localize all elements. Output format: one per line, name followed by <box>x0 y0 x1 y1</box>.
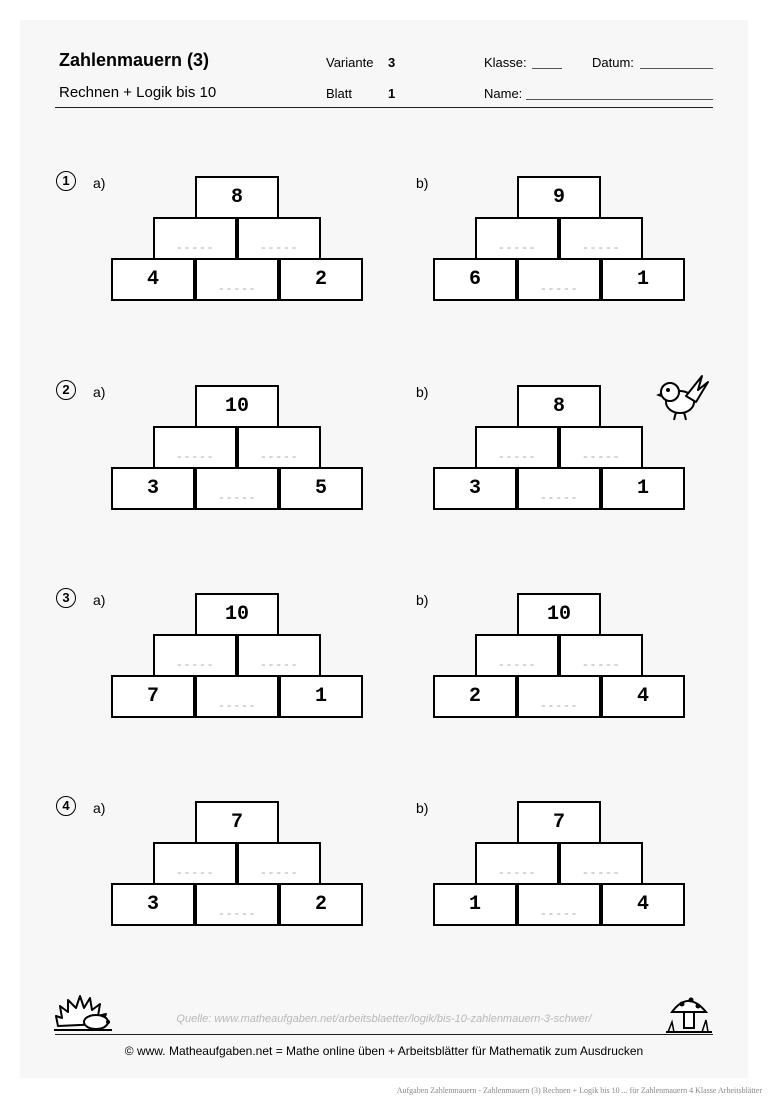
wall-bottom-right-brick: 1 <box>601 467 685 510</box>
wall-bottom-left-brick: 3 <box>111 467 195 510</box>
hedgehog-icon <box>52 990 114 1034</box>
wall-top-brick: 10 <box>195 593 279 636</box>
wall-middle-brick[interactable] <box>153 217 237 260</box>
answer-blank: ----- <box>539 699 579 713</box>
variante-label: Variante <box>326 55 374 70</box>
part-label-a: a) <box>93 800 106 816</box>
source-link[interactable]: Quelle: www.matheaufgaben.net/arbeitsblaetter/logik/bis-10-zahlenmauern-3-schwer/ <box>176 1013 592 1025</box>
wall-bottom-right-brick: 4 <box>601 883 685 926</box>
wall-bottom-left-brick: 4 <box>111 258 195 301</box>
bird-icon <box>656 370 712 426</box>
klasse-label: Klasse: <box>484 55 527 70</box>
wall-top-brick: 10 <box>517 593 601 636</box>
wall-bottom-left-brick: 3 <box>111 883 195 926</box>
wall-bottom-middle-brick[interactable] <box>517 258 601 301</box>
task-number-badge: 4 <box>56 796 76 816</box>
answer-blank: ----- <box>175 658 215 672</box>
wall-top-brick: 9 <box>517 176 601 219</box>
header-divider <box>55 107 713 108</box>
datum-label: Datum: <box>592 55 634 70</box>
part-label-b: b) <box>416 800 429 816</box>
answer-blank: ----- <box>217 282 257 296</box>
wall-bottom-middle-brick[interactable] <box>195 258 279 301</box>
klasse-field[interactable] <box>532 68 562 69</box>
datum-field[interactable] <box>640 68 713 69</box>
wall-top-brick: 7 <box>195 801 279 844</box>
wall-bottom-middle-brick[interactable] <box>195 467 279 510</box>
answer-blank: ----- <box>217 491 257 505</box>
part-label-a: a) <box>93 175 106 191</box>
wall-middle-brick[interactable] <box>237 426 321 469</box>
wall-bottom-middle-brick[interactable] <box>517 675 601 718</box>
part-label-b: b) <box>416 384 429 400</box>
wall-bottom-middle-brick[interactable] <box>195 675 279 718</box>
wall-bottom-left-brick: 7 <box>111 675 195 718</box>
answer-blank: ----- <box>539 491 579 505</box>
answer-blank: ----- <box>497 658 537 672</box>
wall-middle-brick[interactable] <box>559 842 643 885</box>
wall-middle-brick[interactable] <box>153 842 237 885</box>
image-caption: Aufgaben Zahlenmauern - Zahlenmauern (3) Rechnen + Logik bis 10 ... für Zahlenmauern 4 Klasse Arbeitsblätter <box>396 1086 762 1095</box>
answer-blank: ----- <box>259 241 299 255</box>
wall-middle-brick[interactable] <box>475 217 559 260</box>
answer-blank: ----- <box>259 866 299 880</box>
wall-bottom-left-brick: 6 <box>433 258 517 301</box>
task-number-badge: 2 <box>56 380 76 400</box>
footer-text: © www. Matheaufgaben.net = Mathe online üben + Arbeitsblätter für Mathematik zum Ausdrucken <box>124 1044 644 1058</box>
answer-blank: ----- <box>581 450 621 464</box>
wall-middle-brick[interactable] <box>237 217 321 260</box>
answer-blank: ----- <box>581 241 621 255</box>
answer-blank: ----- <box>175 450 215 464</box>
answer-blank: ----- <box>581 658 621 672</box>
blatt-value: 1 <box>388 86 396 101</box>
wall-bottom-middle-brick[interactable] <box>195 883 279 926</box>
wall-middle-brick[interactable] <box>237 634 321 677</box>
wall-bottom-left-brick: 1 <box>433 883 517 926</box>
part-label-b: b) <box>416 175 429 191</box>
wall-middle-brick[interactable] <box>475 842 559 885</box>
wall-bottom-middle-brick[interactable] <box>517 883 601 926</box>
wall-top-brick: 7 <box>517 801 601 844</box>
wall-bottom-right-brick: 2 <box>279 883 363 926</box>
part-label-b: b) <box>416 592 429 608</box>
answer-blank: ----- <box>175 241 215 255</box>
wall-middle-brick[interactable] <box>559 217 643 260</box>
wall-bottom-left-brick: 3 <box>433 467 517 510</box>
wall-middle-brick[interactable] <box>475 426 559 469</box>
wall-middle-brick[interactable] <box>237 842 321 885</box>
blatt-label: Blatt <box>326 86 353 101</box>
part-label-a: a) <box>93 384 106 400</box>
footer-divider <box>55 1034 713 1035</box>
wall-top-brick: 10 <box>195 385 279 428</box>
wall-middle-brick[interactable] <box>475 634 559 677</box>
wall-bottom-left-brick: 2 <box>433 675 517 718</box>
worksheet-title: Zahlenmauern (3) <box>59 50 210 70</box>
wall-bottom-right-brick: 1 <box>279 675 363 718</box>
answer-blank: ----- <box>217 699 257 713</box>
wall-middle-brick[interactable] <box>153 426 237 469</box>
name-field[interactable] <box>526 99 713 100</box>
wall-middle-brick[interactable] <box>559 426 643 469</box>
wall-middle-brick[interactable] <box>559 634 643 677</box>
part-label-a: a) <box>93 592 106 608</box>
task-number-badge: 1 <box>56 171 76 191</box>
wall-top-brick: 8 <box>517 385 601 428</box>
answer-blank: ----- <box>175 866 215 880</box>
answer-blank: ----- <box>497 450 537 464</box>
worksheet-subtitle: Rechnen + Logik bis 10 <box>59 84 217 101</box>
name-label: Name: <box>484 86 523 101</box>
answer-blank: ----- <box>581 866 621 880</box>
variante-value: 3 <box>388 55 396 70</box>
wall-middle-brick[interactable] <box>153 634 237 677</box>
task-number-badge: 3 <box>56 588 76 608</box>
wall-top-brick: 8 <box>195 176 279 219</box>
answer-blank: ----- <box>259 658 299 672</box>
answer-blank: ----- <box>497 241 537 255</box>
answer-blank: ----- <box>217 907 257 921</box>
wall-bottom-right-brick: 4 <box>601 675 685 718</box>
answer-blank: ----- <box>539 282 579 296</box>
wall-bottom-right-brick: 5 <box>279 467 363 510</box>
wall-bottom-right-brick: 2 <box>279 258 363 301</box>
wall-bottom-middle-brick[interactable] <box>517 467 601 510</box>
answer-blank: ----- <box>497 866 537 880</box>
wall-bottom-right-brick: 1 <box>601 258 685 301</box>
answer-blank: ----- <box>259 450 299 464</box>
answer-blank: ----- <box>539 907 579 921</box>
